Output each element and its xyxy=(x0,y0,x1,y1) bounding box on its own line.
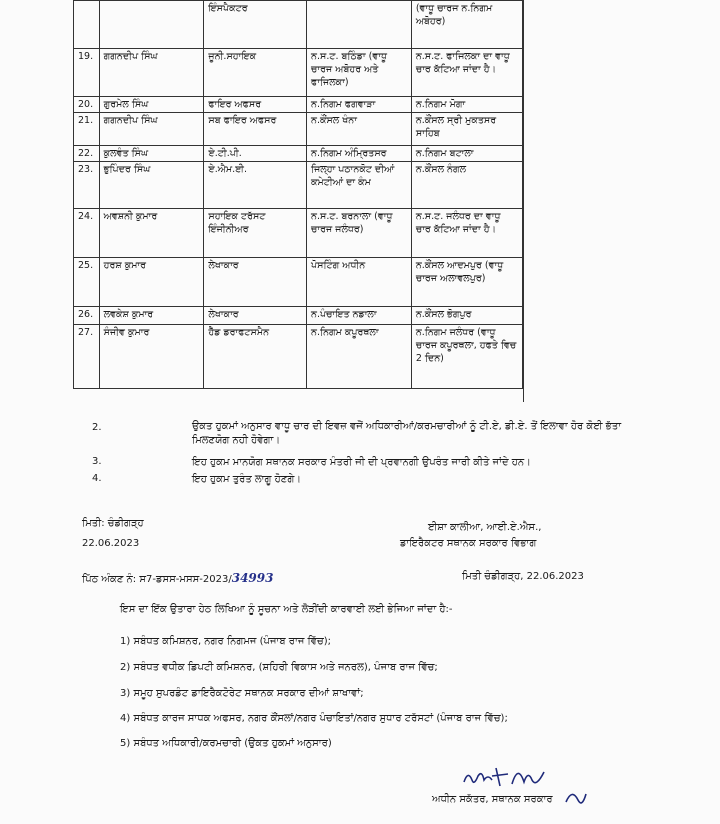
cell-serial: 25. xyxy=(74,258,100,307)
table-row xyxy=(74,307,523,325)
copy-intro: ਇਸ ਦਾ ਇੱਕ ਉਤਾਰਾ ਹੇਠ ਲਿਖਿਆ ਨੂੰ ਸੂਚਨਾ ਅਤੇ ਲੋੜੀਂਦੀ ਕਾਰਵਾਈ ਲਈ ਭੇਜਿਆ ਜਾਂਦਾ ਹੈ:- xyxy=(120,604,453,615)
recipient-item: 5) ਸਬੰਧਤ ਅਧਿਕਾਰੀ/ਕਰਮਚਾਰੀ (ਉਕਤ ਹੁਕਮਾਂ ਅਨੁਸਾਰ) xyxy=(120,738,332,749)
cell-name: ਸੰਜੀਵ ਕੁਮਾਰ xyxy=(99,325,204,389)
cell-post: ਹੈੱਡ ਡਰਾਫਟਸਮੈਨ xyxy=(204,325,307,389)
cell-from: ਨ.ਪੰਚਾਇਤ ਨਡਾਲਾ xyxy=(307,307,412,325)
cell-name: ਗਗਨਦੀਪ ਸਿੰਘ xyxy=(99,113,204,146)
recipient-item: 1) ਸਬੰਧਤ ਕਮਿਸ਼ਨਰ, ਨਗਰ ਨਿਗਮਜ (ਪੰਜਾਬ ਰਾਜ ਵਿੱਚ); xyxy=(120,636,332,647)
cell-post: ਸਹਾਇਕ ਟਰੱਸਟ ਇੰਜੀਨੀਅਰ xyxy=(204,209,307,258)
cell-from: ਨ.ਕੌਂਸਲ ਖੰਨਾ xyxy=(307,113,412,146)
table-row xyxy=(74,258,523,307)
table-row xyxy=(74,97,523,113)
order-date: 22.06.2023 xyxy=(82,538,140,549)
cell-to: ਨ.ਸ.ਟ. ਜਲੰਧਰ ਦਾ ਵਾਧੂ ਚਾਰ ਕੱਟਿਆ ਜਾਂਦਾ ਹੈ। xyxy=(411,209,522,258)
cell-to: ਨ.ਕੌਂਸਲ ਸ੍ਰੀ ਮੁਕਤਸਰ ਸਾਹਿਬ xyxy=(411,113,522,146)
cell-serial: 21. xyxy=(74,113,100,146)
cell-from: ਨ.ਨਿਗਮ ਅੰਮ੍ਰਿਤਸਰ xyxy=(307,146,412,162)
cell-to: ਨ.ਨਿਗਮ ਮੋਗਾ xyxy=(411,97,522,113)
cell-serial: 26. xyxy=(74,307,100,325)
cell-to: ਨ.ਸ.ਟ. ਫਾਜਿਲਕਾ ਦਾ ਵਾਧੂ ਚਾਰ ਕੱਟਿਆ ਜਾਂਦਾ ਹੈ। xyxy=(411,49,522,97)
cell-from: ਨ.ਸ.ਟ. ਬਰਨਾਲਾ (ਵਾਧੂ ਚਾਰਜ ਜਲੰਧਰ) xyxy=(307,209,412,258)
cell-serial: 22. xyxy=(74,146,100,162)
transfer-table xyxy=(73,0,523,389)
signature-image xyxy=(462,760,554,794)
cell-to: (ਵਾਧੂ ਚਾਰਜ ਨ.ਨਿਗਮ ਅਬੋਹਰ) xyxy=(411,1,522,49)
cell-from: ਜਿਲ੍ਹਾ ਪਠਾਨਕੋਟ ਦੀਆਂ ਕਮੇਟੀਆਂ ਦਾ ਕੰਮ xyxy=(307,162,412,209)
place-label: ਮਿਤੀ: ਚੰਡੀਗੜ੍ਹ xyxy=(82,518,144,529)
cell-from: ਨ.ਸ.ਟ. ਬਠਿੰਡਾ (ਵਾਧੂ ਚਾਰਜ ਅਬੋਹਰ ਅਤੇ ਫਾਜਿਲਕਾ) xyxy=(307,49,412,97)
endorsement-prefix: ਪਿੱਠ ਅੰਕਣ ਨੰ: ਸ7-ਡਸਸ-ਮਸਸ-2023/ xyxy=(82,574,232,585)
table-row xyxy=(74,113,523,146)
officer-title: ਡਾਇਰੈਕਟਰ ਸਥਾਨਕ ਸਰਕਾਰ ਵਿਭਾਗ xyxy=(400,538,537,549)
cell-post: ਲੇਖਾਕਾਰ xyxy=(204,307,307,325)
officer-name: ਈਸ਼ਾ ਕਾਲੀਆ, ਆਈ.ਏ.ਐਸ., xyxy=(428,522,542,533)
signature-flourish xyxy=(562,786,590,810)
recipient-item: 2) ਸਬੰਧਤ ਵਧੀਕ ਡਿਪਟੀ ਕਮਿਸ਼ਨਰ, (ਸ਼ਹਿਰੀ ਵਿਕਾਸ ਅਤੇ ਜਨਰਲ), ਪੰਜਾਬ ਰਾਜ ਵਿੱਚ; xyxy=(120,662,438,673)
cell-post: ਲੇਖਾਕਾਰ xyxy=(204,258,307,307)
table-row xyxy=(74,162,523,209)
cell-from: ਪੋਸਟਿੰਗ ਅਧੀਨ xyxy=(307,258,412,307)
point-text: ਉਕਤ ਹੁਕਮਾਂ ਅਨੁਸਾਰ ਵਾਧੂ ਚਾਰ ਦੀ ਇਵਜ਼ ਵਜੋਂ ਅਧਿਕਾਰੀਆਂ/ਕਰਮਚਾਰੀਆਂ ਨੂੰ ਟੀ.ਏ, ਡੀ.ਏ. ਤੋਂ ਇਲਾਵਾ ਹੋਰ ਕੋਈ ਭੱਤਾ ਮਿਲਣਯੋਗ ਨਹੀ ਹੋਵੇਗਾ। xyxy=(192,421,622,446)
cell-name: ਅਵਸ਼ਨੀ ਕੁਮਾਰ xyxy=(99,209,204,258)
point-number: 3. xyxy=(92,456,102,467)
table-row xyxy=(74,146,523,162)
table-row xyxy=(74,1,523,49)
cell-name xyxy=(99,1,204,49)
cell-name: ਭੁਪਿੰਦਰ ਸਿੰਘ xyxy=(99,162,204,209)
cell-name: ਗਗਨਦੀਪ ਸਿੰਘ xyxy=(99,49,204,97)
cell-to: ਨ.ਕੌਂਸਲ ਆਦਮਪੁਰ (ਵਾਧੂ ਚਾਰਜ ਅਲਾਵਲਪੁਰ) xyxy=(411,258,522,307)
cell-to: ਨ.ਕੌਂਸਲ ਭੋਗਪੁਰ xyxy=(411,307,522,325)
table-row xyxy=(74,49,523,97)
recipient-item: 4) ਸਬੰਧਤ ਕਾਰਜ ਸਾਧਕ ਅਫਸਰ, ਨਗਰ ਕੌਂਸਲਾਂ/ਨਗਰ ਪੰਚਾਇਤਾਂ/ਨਗਰ ਸੁਧਾਰ ਟਰੱਸਟਾਂ (ਪੰਜਾਬ ਰਾਜ ਵਿੱਚ); xyxy=(120,713,508,724)
cell-name: ਕੁਲਵੰਤ ਸਿੰਘ xyxy=(99,146,204,162)
cell-serial: 20. xyxy=(74,97,100,113)
cell-serial: 19. xyxy=(74,49,100,97)
cell-post: ਏ.ਐਮ.ਈ. xyxy=(204,162,307,209)
endorsement-number: 34993 xyxy=(231,571,274,585)
table-edge-line xyxy=(523,0,524,402)
cell-post: ਏ.ਟੀ.ਪੀ. xyxy=(204,146,307,162)
cell-serial: 24. xyxy=(74,209,100,258)
cell-serial xyxy=(74,1,100,49)
recipient-item: 3) ਸਮੂਹ ਸੁਪਰਡੰਟ ਡਾਇਰੈਕਟੋਰੇਟ ਸਥਾਨਕ ਸਰਕਾਰ ਦੀਆਂ ਸ਼ਾਖਾਵਾਂ; xyxy=(120,688,364,699)
cell-post: ਸਬ ਫਾਇਰ ਅਫਸਰ xyxy=(204,113,307,146)
endorsement-line xyxy=(82,571,273,585)
cell-name: ਲਵਕੇਸ਼ ਕੁਮਾਰ xyxy=(99,307,204,325)
cell-name: ਗੁਰਮੇਲ ਸਿੰਘ xyxy=(99,97,204,113)
cell-from: ਨ.ਨਿਗਮ ਫਗਵਾੜਾ xyxy=(307,97,412,113)
cell-post: ਫਾਇਰ ਅਫਸਰ xyxy=(204,97,307,113)
endorsement-date: ਮਿਤੀ ਚੰਡੀਗੜ੍ਹ, 22.06.2023 xyxy=(462,571,584,582)
point-number: 2. xyxy=(92,422,102,433)
cell-serial: 23. xyxy=(74,162,100,209)
point-number: 4. xyxy=(92,473,102,484)
cell-from xyxy=(307,1,412,49)
cell-post: ਜੂਨੀ.ਸਹਾਇਕ xyxy=(204,49,307,97)
table-row xyxy=(74,325,523,389)
cell-serial: 27. xyxy=(74,325,100,389)
table-row xyxy=(74,209,523,258)
cell-to: ਨ.ਨਿਗਮ ਬਟਾਲਾ xyxy=(411,146,522,162)
point-text: ਇਹ ਹੁਕਮ ਤੁਰੰਤ ਲਾਗੂ ਹੋਣਗੇ। xyxy=(192,474,302,485)
cell-post: ਇੰਸਪੈਕਟਰ xyxy=(204,1,307,49)
footer-title: ਅਧੀਨ ਸਕੱਤਰ, ਸਥਾਨਕ ਸਰਕਾਰ xyxy=(432,794,553,805)
cell-to: ਨ.ਕੌਂਸਲ ਨੰਗਲ xyxy=(411,162,522,209)
cell-to: ਨ.ਨਿਗਮ ਜਲੰਧਰ (ਵਾਧੂ ਚਾਰਜ ਕਪੂਰਥਲਾ, ਹਫਤੇ ਵਿਚ 2 ਦਿਨ) xyxy=(411,325,522,389)
cell-name: ਹਰਸ਼ ਕੁਮਾਰ xyxy=(99,258,204,307)
cell-from: ਨ.ਨਿਗਮ ਕਪੂਰਥਲਾ xyxy=(307,325,412,389)
point-text: ਇਹ ਹੁਕਮ ਮਾਨਯੋਗ ਸਥਾਨਕ ਸਰਕਾਰ ਮੰਤਰੀ ਜੀ ਦੀ ਪ੍ਰਵਾਨਗੀ ਉਪਰੰਤ ਜਾਰੀ ਕੀਤੇ ਜਾਂਦੇ ਹਨ। xyxy=(192,457,531,468)
